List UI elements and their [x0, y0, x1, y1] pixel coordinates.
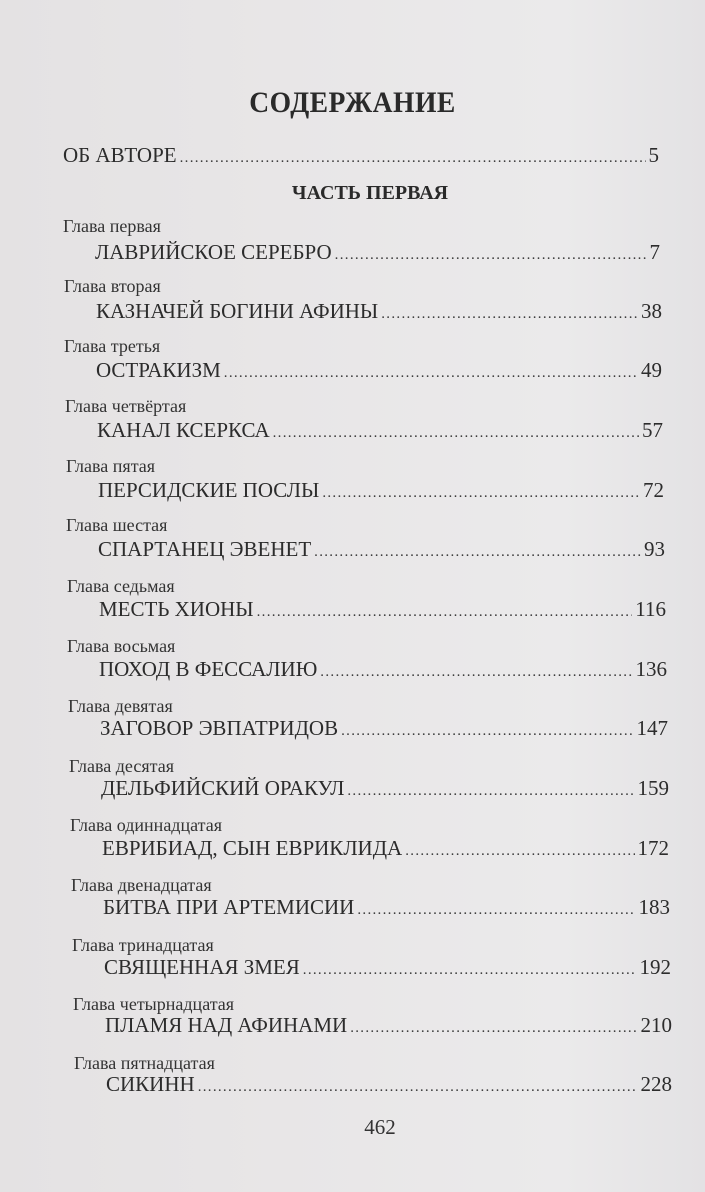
entry-page: 159	[637, 776, 669, 800]
dot-leader	[180, 151, 646, 166]
entry-title: ДЕЛЬФИЙСКИЙ ОРАКУЛ	[101, 776, 345, 800]
entry-title: БИТВА ПРИ АРТЕМИСИИ	[103, 895, 355, 919]
toc-entry[interactable]	[95, 240, 660, 265]
entry-page: 5	[648, 143, 659, 167]
part-heading: ЧАСТЬ ПЕРВАЯ	[291, 182, 449, 204]
chapter-number: Глава девятая	[68, 696, 173, 716]
entry-page: 57	[642, 418, 663, 442]
dot-leader	[357, 903, 635, 918]
toc-entry-about[interactable]	[63, 143, 659, 168]
toc-entry[interactable]	[99, 597, 666, 622]
entry-page: 93	[644, 537, 665, 561]
dot-leader	[341, 724, 633, 739]
dot-leader	[405, 844, 634, 859]
entry-page: 210	[640, 1013, 672, 1037]
entry-title: ЕВРИБИАД, СЫН ЕВРИКЛИДА	[102, 836, 403, 860]
entry-title: ЛАВРИЙСКОЕ СЕРЕБРО	[95, 240, 332, 264]
toc-entry[interactable]	[104, 955, 671, 980]
entry-page: 147	[636, 716, 668, 740]
entry-title: СИКИНН	[106, 1072, 195, 1096]
dot-leader	[322, 486, 640, 501]
entry-title: ПЛАМЯ НАД АФИНАМИ	[105, 1013, 348, 1037]
toc-entry[interactable]	[96, 299, 662, 324]
toc-entry[interactable]	[101, 776, 669, 801]
toc-entry[interactable]	[106, 1072, 672, 1097]
entry-page: 49	[641, 358, 662, 382]
chapter-number: Глава вторая	[64, 276, 161, 296]
chapter-number: Глава седьмая	[67, 576, 175, 596]
entry-title: ПОХОД В ФЕССАЛИЮ	[99, 657, 318, 681]
entry-page: 183	[638, 895, 670, 919]
dot-leader	[347, 784, 634, 799]
dot-leader	[320, 665, 632, 680]
chapter-number: Глава шестая	[66, 515, 168, 535]
dot-leader	[314, 545, 641, 560]
chapter-number: Глава четырнадцатая	[73, 994, 235, 1014]
dot-leader	[381, 307, 638, 322]
toc-entry[interactable]	[99, 657, 667, 682]
entry-title: ОБ АВТОРЕ	[63, 143, 177, 167]
toc-entry[interactable]	[103, 895, 670, 920]
entry-title: МЕСТЬ ХИОНЫ	[99, 597, 254, 621]
entry-page: 136	[635, 657, 667, 681]
entry-title: КАЗНАЧЕЙ БОГИНИ АФИНЫ	[96, 299, 379, 323]
dot-leader	[303, 963, 637, 978]
toc-entry[interactable]	[102, 836, 669, 861]
entry-page: 38	[641, 299, 662, 323]
entry-page: 116	[635, 597, 666, 621]
entry-page: 172	[637, 836, 669, 860]
toc-entry[interactable]	[96, 358, 662, 383]
chapter-number: Глава четвёртая	[65, 396, 187, 416]
chapter-number: Глава пятнадцатая	[74, 1053, 215, 1073]
chapter-number: Глава восьмая	[67, 636, 176, 656]
dot-leader	[224, 366, 638, 381]
toc-entry[interactable]	[97, 418, 663, 443]
entry-title: ПЕРСИДСКИЕ ПОСЛЫ	[98, 478, 320, 502]
entry-title: ОСТРАКИЗМ	[96, 358, 221, 382]
toc-entry[interactable]	[98, 537, 665, 562]
dot-leader	[273, 426, 639, 441]
page-number: 462	[364, 1115, 396, 1139]
entry-page: 7	[649, 240, 660, 264]
dot-leader	[257, 605, 633, 620]
entry-page: 72	[643, 478, 664, 502]
dot-leader	[335, 248, 647, 263]
chapter-number: Глава десятая	[69, 756, 174, 776]
chapter-number: Глава третья	[64, 336, 161, 356]
dot-leader	[198, 1080, 638, 1095]
toc-entry[interactable]	[105, 1013, 672, 1038]
toc-entry[interactable]	[98, 478, 664, 503]
entry-page: 192	[639, 955, 671, 979]
chapter-number: Глава тринадцатая	[72, 935, 214, 955]
entry-title: КАНАЛ КСЕРКСА	[97, 418, 270, 442]
chapter-number: Глава первая	[63, 216, 161, 236]
chapter-number: Глава пятая	[66, 456, 156, 476]
dot-leader	[350, 1021, 637, 1036]
entry-title: ЗАГОВОР ЭВПАТРИДОВ	[100, 716, 339, 740]
page-title: СОДЕРЖАНИЕ	[249, 86, 456, 119]
chapter-number: Глава одиннадцатая	[70, 815, 222, 835]
toc-entry[interactable]	[100, 716, 668, 741]
entry-title: СВЯЩЕННАЯ ЗМЕЯ	[104, 955, 300, 979]
chapter-number: Глава двенадцатая	[71, 875, 212, 895]
entry-page: 228	[640, 1072, 672, 1096]
entry-title: СПАРТАНЕЦ ЭВЕНЕТ	[98, 537, 312, 561]
